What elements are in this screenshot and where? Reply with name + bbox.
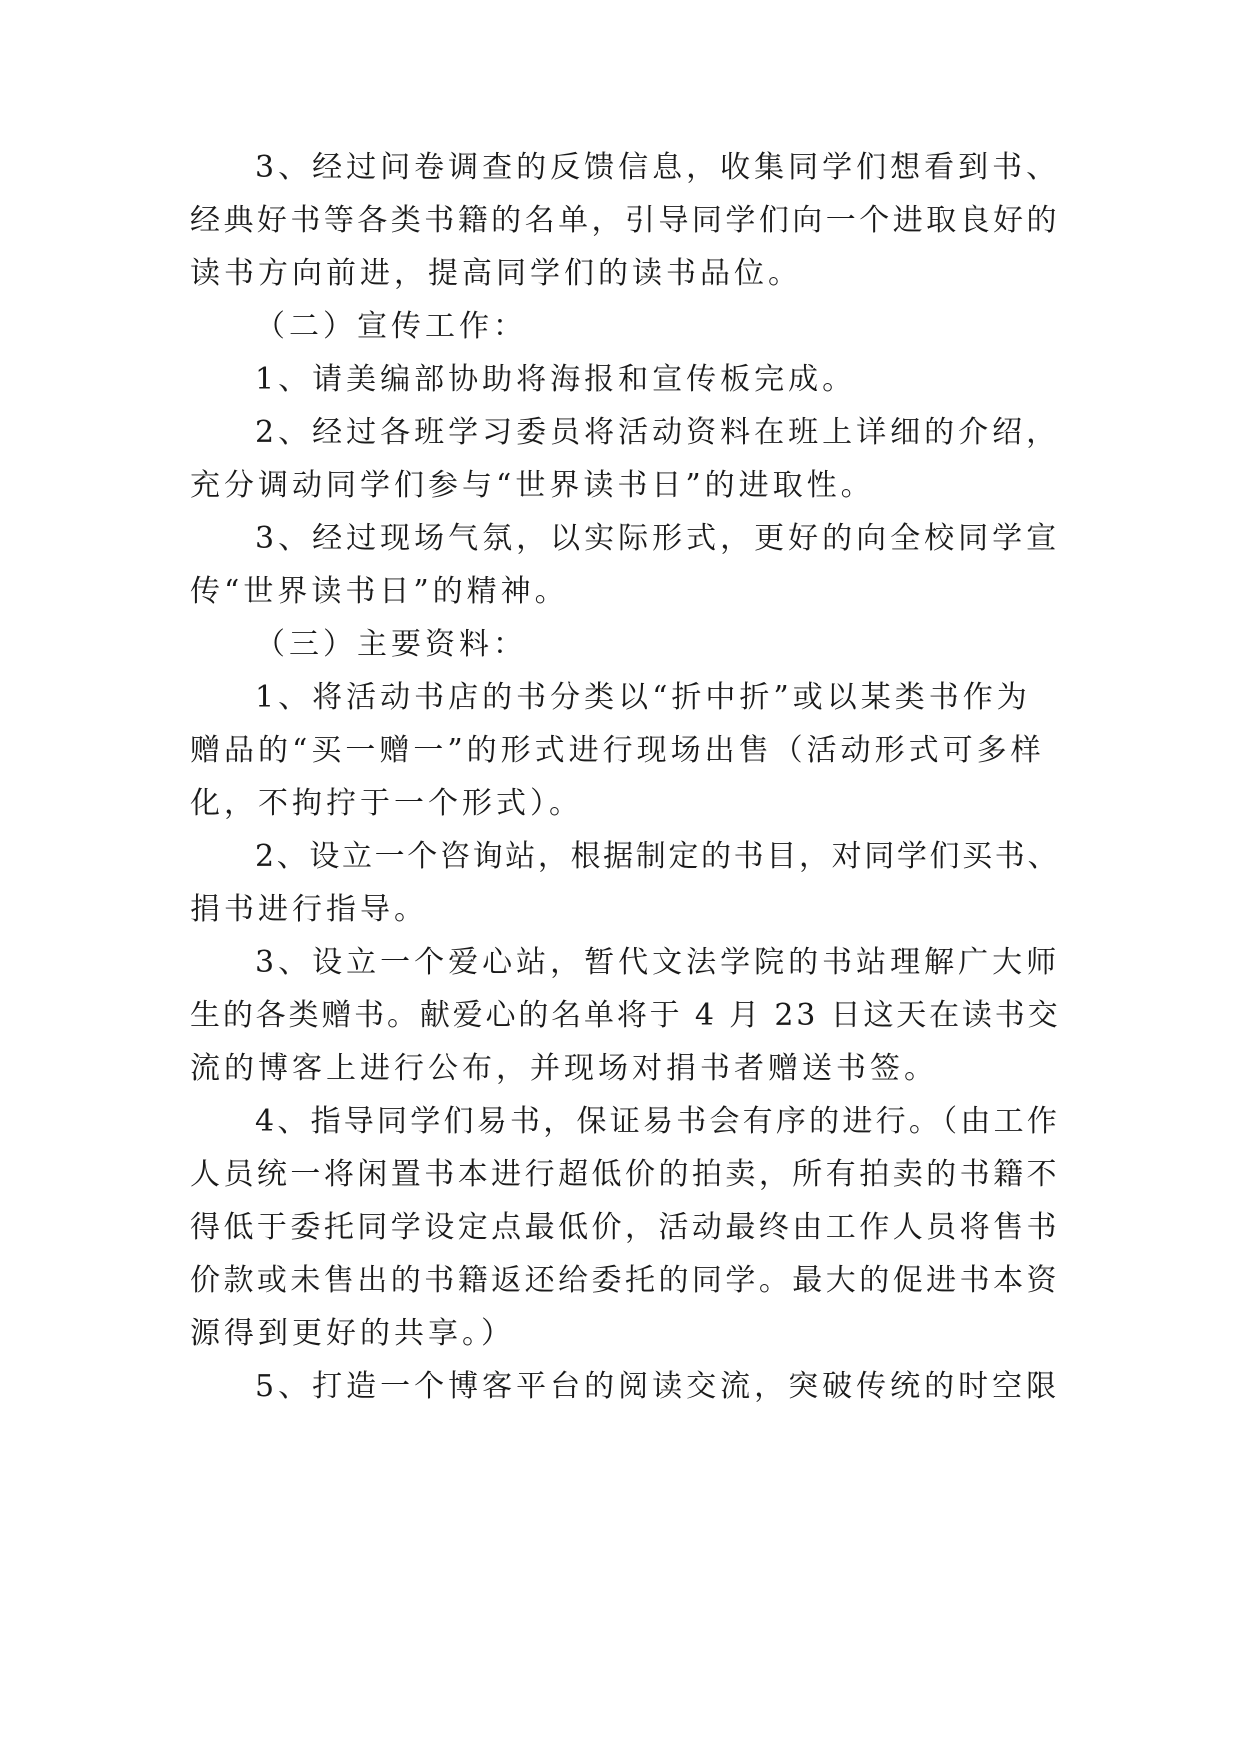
text-line: 源得到更好的共享。） xyxy=(190,1316,515,1351)
text-line: 3、经过现场气氛，以实际形式，更好的向全校同学宣 xyxy=(255,521,1061,556)
text-line: 2、设立一个咨询站，根据制定的书目，对同学们买书、 xyxy=(255,839,1061,874)
text-line: 传“世界读书日”的精神。 xyxy=(190,574,569,609)
text-line: 捐书进行指导。 xyxy=(190,892,428,927)
text-line: 读书方向前进，提高同学们的读书品位。 xyxy=(190,256,802,291)
text-line: 人员统一将闲置书本进行超低价的拍卖，所有拍卖的书籍不 xyxy=(190,1157,1060,1192)
text-line: 充分调动同学们参与“世界读书日”的进取性。 xyxy=(190,468,875,503)
text-line: 化，不拘拧于一个形式）。 xyxy=(190,786,583,821)
text-line: 3、设立一个爱心站，暂代文法学院的书站理解广大师 xyxy=(255,945,1061,980)
text-line: 赠品的“买一赠一”的形式进行现场出售（活动形式可多样 xyxy=(190,733,1045,768)
section-heading: （三）主要资料： xyxy=(255,627,527,662)
text-line: 4、指导同学们易书，保证易书会有序的进行。（由工作 xyxy=(255,1104,1061,1139)
text-line: 生的各类赠书。献爱心的名单将于 4 月 23 日这天在读书交 xyxy=(190,998,1061,1033)
text-line: 流的博客上进行公布，并现场对捐书者赠送书签。 xyxy=(190,1051,938,1086)
text-line: 经典好书等各类书籍的名单，引导同学们向一个进取良好的 xyxy=(190,203,1060,238)
text-line: 价款或未售出的书籍返还给委托的同学。最大的促进书本资 xyxy=(190,1263,1060,1298)
text-line: 3、经过问卷调查的反馈信息，收集同学们想看到书、 xyxy=(255,150,1061,185)
text-line: 得低于委托同学设定点最低价，活动最终由工作人员将售书 xyxy=(190,1210,1060,1245)
text-line: 2、经过各班学习委员将活动资料在班上详细的介绍， xyxy=(255,415,1061,450)
text-line: 1、请美编部协助将海报和宣传板完成。 xyxy=(255,362,857,397)
section-heading: （二）宣传工作： xyxy=(255,309,527,344)
text-line: 1、将活动书店的书分类以“折中折”或以某类书作为 xyxy=(255,680,1031,715)
text-line: 5、打造一个博客平台的阅读交流，突破传统的时空限 xyxy=(255,1369,1061,1404)
